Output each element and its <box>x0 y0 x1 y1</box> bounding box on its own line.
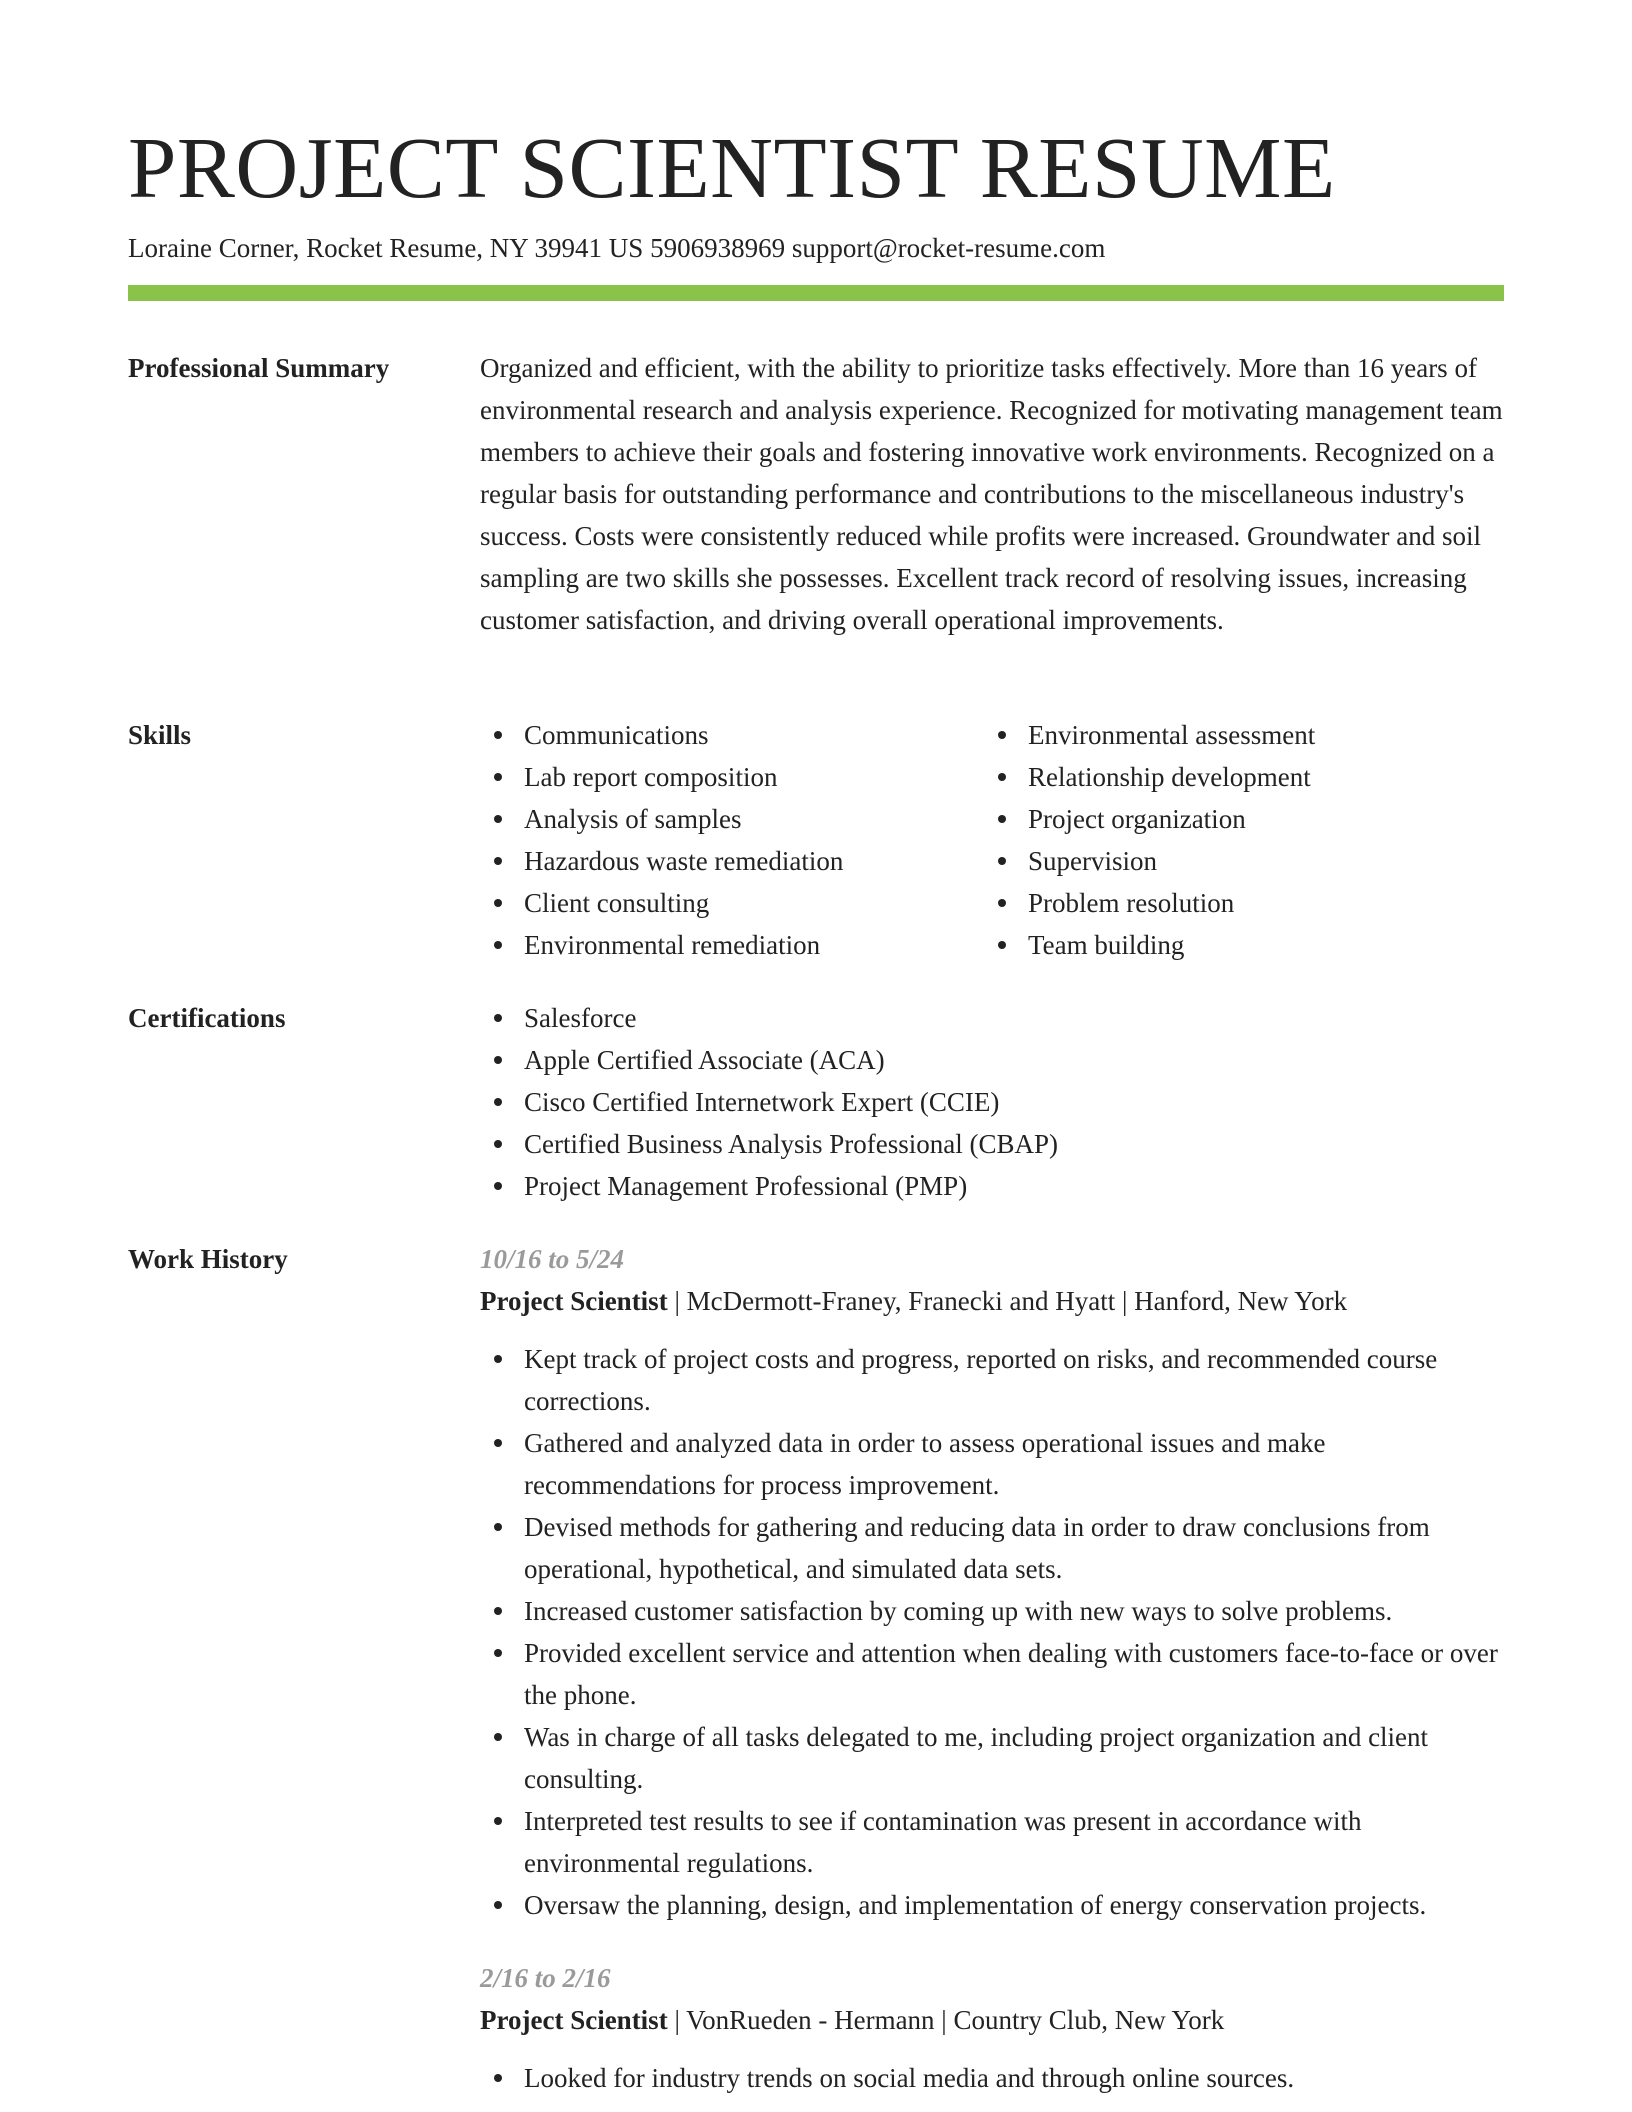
contact-info: Loraine Corner, Rocket Resume, NY 39941 US 5906938969 support@rocket-resume.com <box>128 233 1106 263</box>
job-bullets <box>480 2057 1504 2099</box>
list-item: Interpreted test results to see if contamination was present in accordance with environmental regulations. <box>480 1800 1504 1884</box>
certifications-label: Certifications <box>128 1003 286 1033</box>
list-item: Project Management Professional (PMP) <box>480 1165 1504 1207</box>
list-item: Apple Certified Associate (ACA) <box>480 1039 1504 1081</box>
resume-title: PROJECT SCIENTIST RESUME <box>128 119 1336 216</box>
list-item: Devised methods for gathering and reducing data in order to draw conclusions from operational, hypothetical, and simulated data sets. <box>480 1506 1504 1590</box>
summary-text: Organized and efficient, with the ability to prioritize tasks effectively. More than 16 years of environmental research and analysis experience. Recognized for motivating management team members to achieve their goals and fostering innovative work environments. Recognized on a regular basis for outstanding performance and contributions to the miscellaneous industry's success. Costs were consistently reduced while profits were increased. Groundwater and soil sampling are two skills she possesses. Excellent track record of resolving issues, increasing customer satisfaction, and driving overall operational improvements. <box>480 353 1503 635</box>
list-item: Relationship development <box>984 756 1504 798</box>
list-item: Analysis of samples <box>480 798 984 840</box>
list-item: Increased customer satisfaction by coming up with new ways to solve problems. <box>480 1590 1504 1632</box>
list-item: Salesforce <box>480 997 1504 1039</box>
skills-body <box>480 714 1504 966</box>
list-item: Lab report composition <box>480 756 984 798</box>
skills-list-left <box>480 714 984 966</box>
list-item: Hazardous waste remediation <box>480 840 984 882</box>
header-divider <box>128 285 1504 301</box>
job-dates: 10/16 to 5/24 <box>480 1244 625 1274</box>
job-header <box>480 1280 1504 1322</box>
list-item: Was in charge of all tasks delegated to me, including project organization and client consulting. <box>480 1716 1504 1800</box>
skills-label: Skills <box>128 720 192 750</box>
summary-label: Professional Summary <box>128 353 390 383</box>
list-item: Provided excellent service and attention when dealing with customers face-to-face or over the phone. <box>480 1632 1504 1716</box>
work-history-label: Work History <box>128 1244 288 1274</box>
certifications-list <box>480 997 1504 1207</box>
list-item: Team building <box>984 924 1504 966</box>
summary-body <box>480 347 1504 641</box>
work-history-body <box>480 1238 1504 2099</box>
list-item: Environmental assessment <box>984 714 1504 756</box>
list-item: Certified Business Analysis Professional (CBAP) <box>480 1123 1504 1165</box>
job-bullets <box>480 1338 1504 1926</box>
job-title: Project Scientist <box>480 1286 668 1316</box>
list-item: Oversaw the planning, design, and implementation of energy conservation projects. <box>480 1884 1504 1926</box>
job-entry <box>480 1957 1504 2099</box>
list-item: Communications <box>480 714 984 756</box>
list-item: Problem resolution <box>984 882 1504 924</box>
list-item: Project organization <box>984 798 1504 840</box>
job-details: | VonRueden - Hermann | Country Club, New York <box>667 2005 1225 2035</box>
list-item: Cisco Certified Internetwork Expert (CCIE) <box>480 1081 1504 1123</box>
list-item: Client consulting <box>480 882 984 924</box>
certifications-body <box>480 997 1504 1207</box>
list-item: Supervision <box>984 840 1504 882</box>
job-details: | McDermott-Franey, Franecki and Hyatt | Hanford, New York <box>667 1286 1348 1316</box>
list-item: Kept track of project costs and progress, reported on risks, and recommended course corrections. <box>480 1338 1504 1422</box>
list-item: Looked for industry trends on social media and through online sources. <box>480 2057 1504 2099</box>
job-entry <box>480 1238 1504 1926</box>
job-header <box>480 1999 1504 2041</box>
list-item: Gathered and analyzed data in order to assess operational issues and make recommendations for process improvement. <box>480 1422 1504 1506</box>
job-title: Project Scientist <box>480 2005 668 2035</box>
list-item: Environmental remediation <box>480 924 984 966</box>
skills-list-right <box>984 714 1504 966</box>
job-dates: 2/16 to 2/16 <box>480 1963 611 1993</box>
